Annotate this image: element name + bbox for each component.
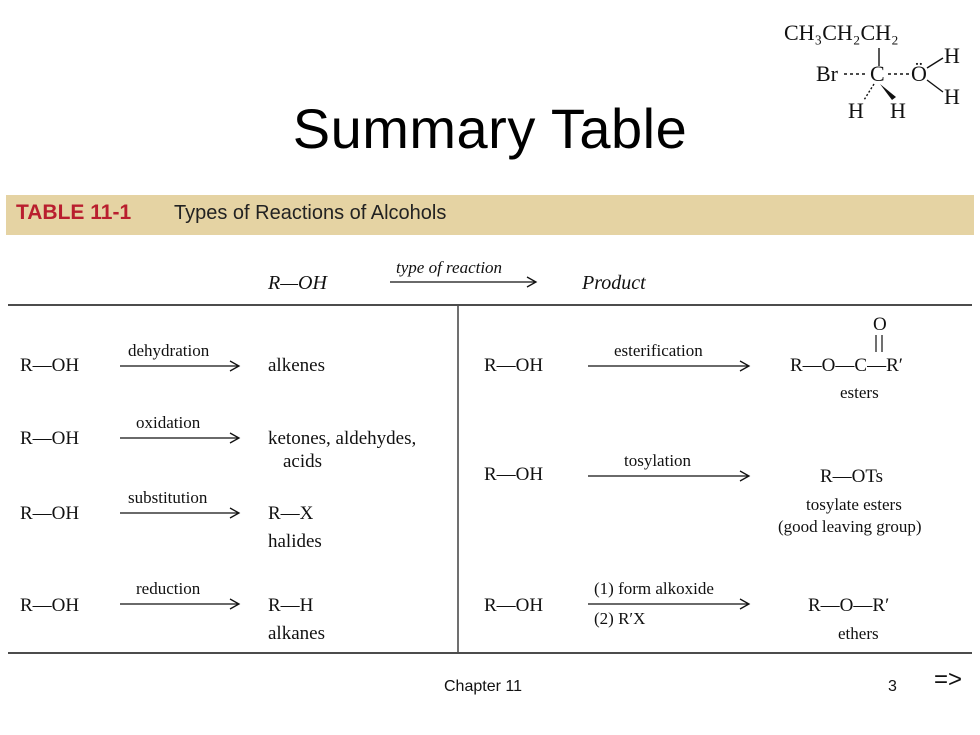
product-label-line2: alkanes — [268, 623, 325, 644]
product-label: R—X — [268, 503, 314, 524]
reactant-label: R—OH — [484, 464, 544, 485]
product-label-line3: (good leaving group) — [778, 517, 922, 536]
propyl-chain-label: CH₃CH₂CH₂ — [784, 20, 899, 45]
product-label: R—OTs — [820, 466, 884, 487]
reaction-label: tosylation — [624, 451, 692, 470]
left-row-dehydration — [20, 341, 325, 376]
hydrogen-label-c1: H — [848, 98, 864, 123]
right-row-esterification — [484, 314, 903, 402]
reaction-label: (1) form alkoxide — [594, 579, 714, 598]
right-row-williamson — [484, 579, 889, 643]
table-caption: Types of Reactions of Alcohols — [174, 202, 447, 224]
reaction-label: substitution — [128, 488, 208, 507]
reactant-label: R—OH — [484, 595, 544, 616]
oxygen-label: Ö — [911, 61, 927, 86]
left-row-oxidation — [20, 413, 416, 472]
header-arrow-label: type of reaction — [396, 258, 503, 277]
bromine-label: Br — [816, 61, 838, 86]
product-label-line2: ethers — [838, 624, 879, 643]
reaction-label: oxidation — [136, 413, 201, 432]
next-slide-link[interactable]: => — [934, 666, 963, 693]
right-row-tosylation — [484, 451, 922, 536]
reactant-label: R—OH — [20, 428, 80, 449]
hydrogen-label-o2: H — [944, 84, 960, 109]
product-label: R—O—R′ — [808, 595, 890, 616]
reactant-label: R—OH — [20, 355, 80, 376]
left-row-reduction — [20, 579, 325, 644]
reaction-label: reduction — [136, 579, 201, 598]
product-label-line2: esters — [840, 383, 879, 402]
product-label-line2: acids — [283, 451, 323, 472]
hydrogen-label-o1: H — [944, 43, 960, 68]
reactant-label: R—OH — [20, 503, 80, 524]
hydrogen-label-c2: H — [890, 98, 906, 123]
reactant-label: R—OH — [484, 355, 544, 376]
product-label-line2: tosylate esters — [806, 495, 902, 514]
product-label: R—H — [268, 595, 314, 616]
slide-title: Summary Table — [292, 97, 688, 160]
footer-chapter: Chapter 11 — [444, 678, 522, 695]
reaction-label: dehydration — [128, 341, 210, 360]
reactant-label: R—OH — [20, 595, 80, 616]
header-product: Product — [582, 272, 646, 294]
product-label: alkenes — [268, 355, 325, 376]
header-reactant: R—OH — [268, 272, 327, 294]
table-number: TABLE 11-1 — [16, 201, 132, 224]
footer-page-number: 3 — [888, 678, 897, 695]
carbon-label: C — [870, 61, 885, 86]
product-label: ketones, aldehydes, — [268, 428, 417, 449]
product-label: R—O—C—R′ — [790, 355, 903, 376]
product-label-line2: halides — [268, 531, 322, 552]
reaction-label: esterification — [614, 341, 703, 360]
carbonyl-oxygen-label: O — [873, 314, 887, 335]
reaction-label-line2: (2) R′X — [594, 609, 646, 628]
left-row-substitution — [20, 488, 322, 552]
